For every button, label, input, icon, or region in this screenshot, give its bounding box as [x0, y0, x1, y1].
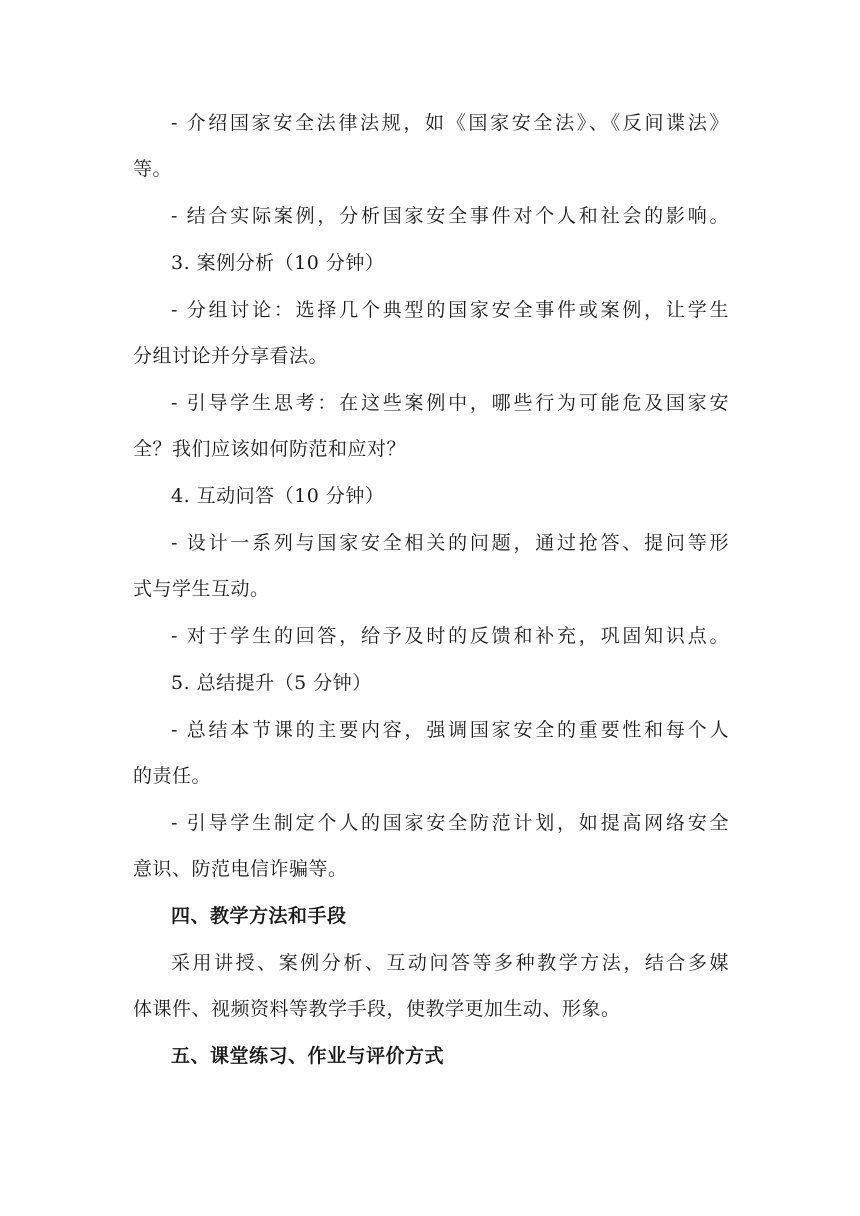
paragraph-line: - 引导学生制定个人的国家安全防范计划，如提高网络安全 [171, 812, 729, 834]
section-heading: 四、教学方法和手段 [171, 905, 347, 927]
document-page [133, 112, 729, 1068]
paragraph-line: 的责任。 [133, 765, 212, 787]
paragraph-line: - 总结本节课的主要内容，强调国家安全的重要性和每个人 [171, 719, 729, 741]
paragraph-line: 等。 [133, 158, 173, 180]
paragraph-line: - 对于学生的回答，给予及时的反馈和补充，巩固知识点。 [171, 625, 729, 647]
paragraph-line: 意识、防范电信诈骗等。 [133, 858, 348, 880]
section-item-title: 4. 互动问答（10 分钟） [171, 485, 385, 507]
paragraph-line: - 引导学生思考：在这些案例中，哪些行为可能危及国家安 [171, 392, 729, 414]
paragraph-line: - 介绍国家安全法律法规，如《国家安全法》、《反间谍法》 [171, 112, 729, 134]
section-item-title: 5. 总结提升（5 分钟） [171, 672, 372, 694]
paragraph-line: 全？我们应该如何防范和应对？ [133, 438, 407, 460]
paragraph-line: 分组讨论并分享看法。 [133, 345, 329, 367]
paragraph-line: 采用讲授、案例分析、互动问答等多种教学方法，结合多媒 [171, 952, 729, 974]
paragraph-line: 式与学生互动。 [133, 578, 270, 600]
paragraph-line: - 分组讨论：选择几个典型的国家安全事件或案例，让学生 [171, 299, 729, 321]
section-item-title: 3. 案例分析（10 分钟） [171, 252, 385, 274]
section-heading: 五、课堂练习、作业与评价方式 [171, 1045, 445, 1067]
paragraph-line: - 设计一系列与国家安全相关的问题，通过抢答、提问等形 [171, 532, 729, 554]
paragraph-line: - 结合实际案例，分析国家安全事件对个人和社会的影响。 [171, 205, 729, 227]
paragraph-line: 体课件、视频资料等教学手段，使教学更加生动、形象。 [133, 998, 621, 1020]
